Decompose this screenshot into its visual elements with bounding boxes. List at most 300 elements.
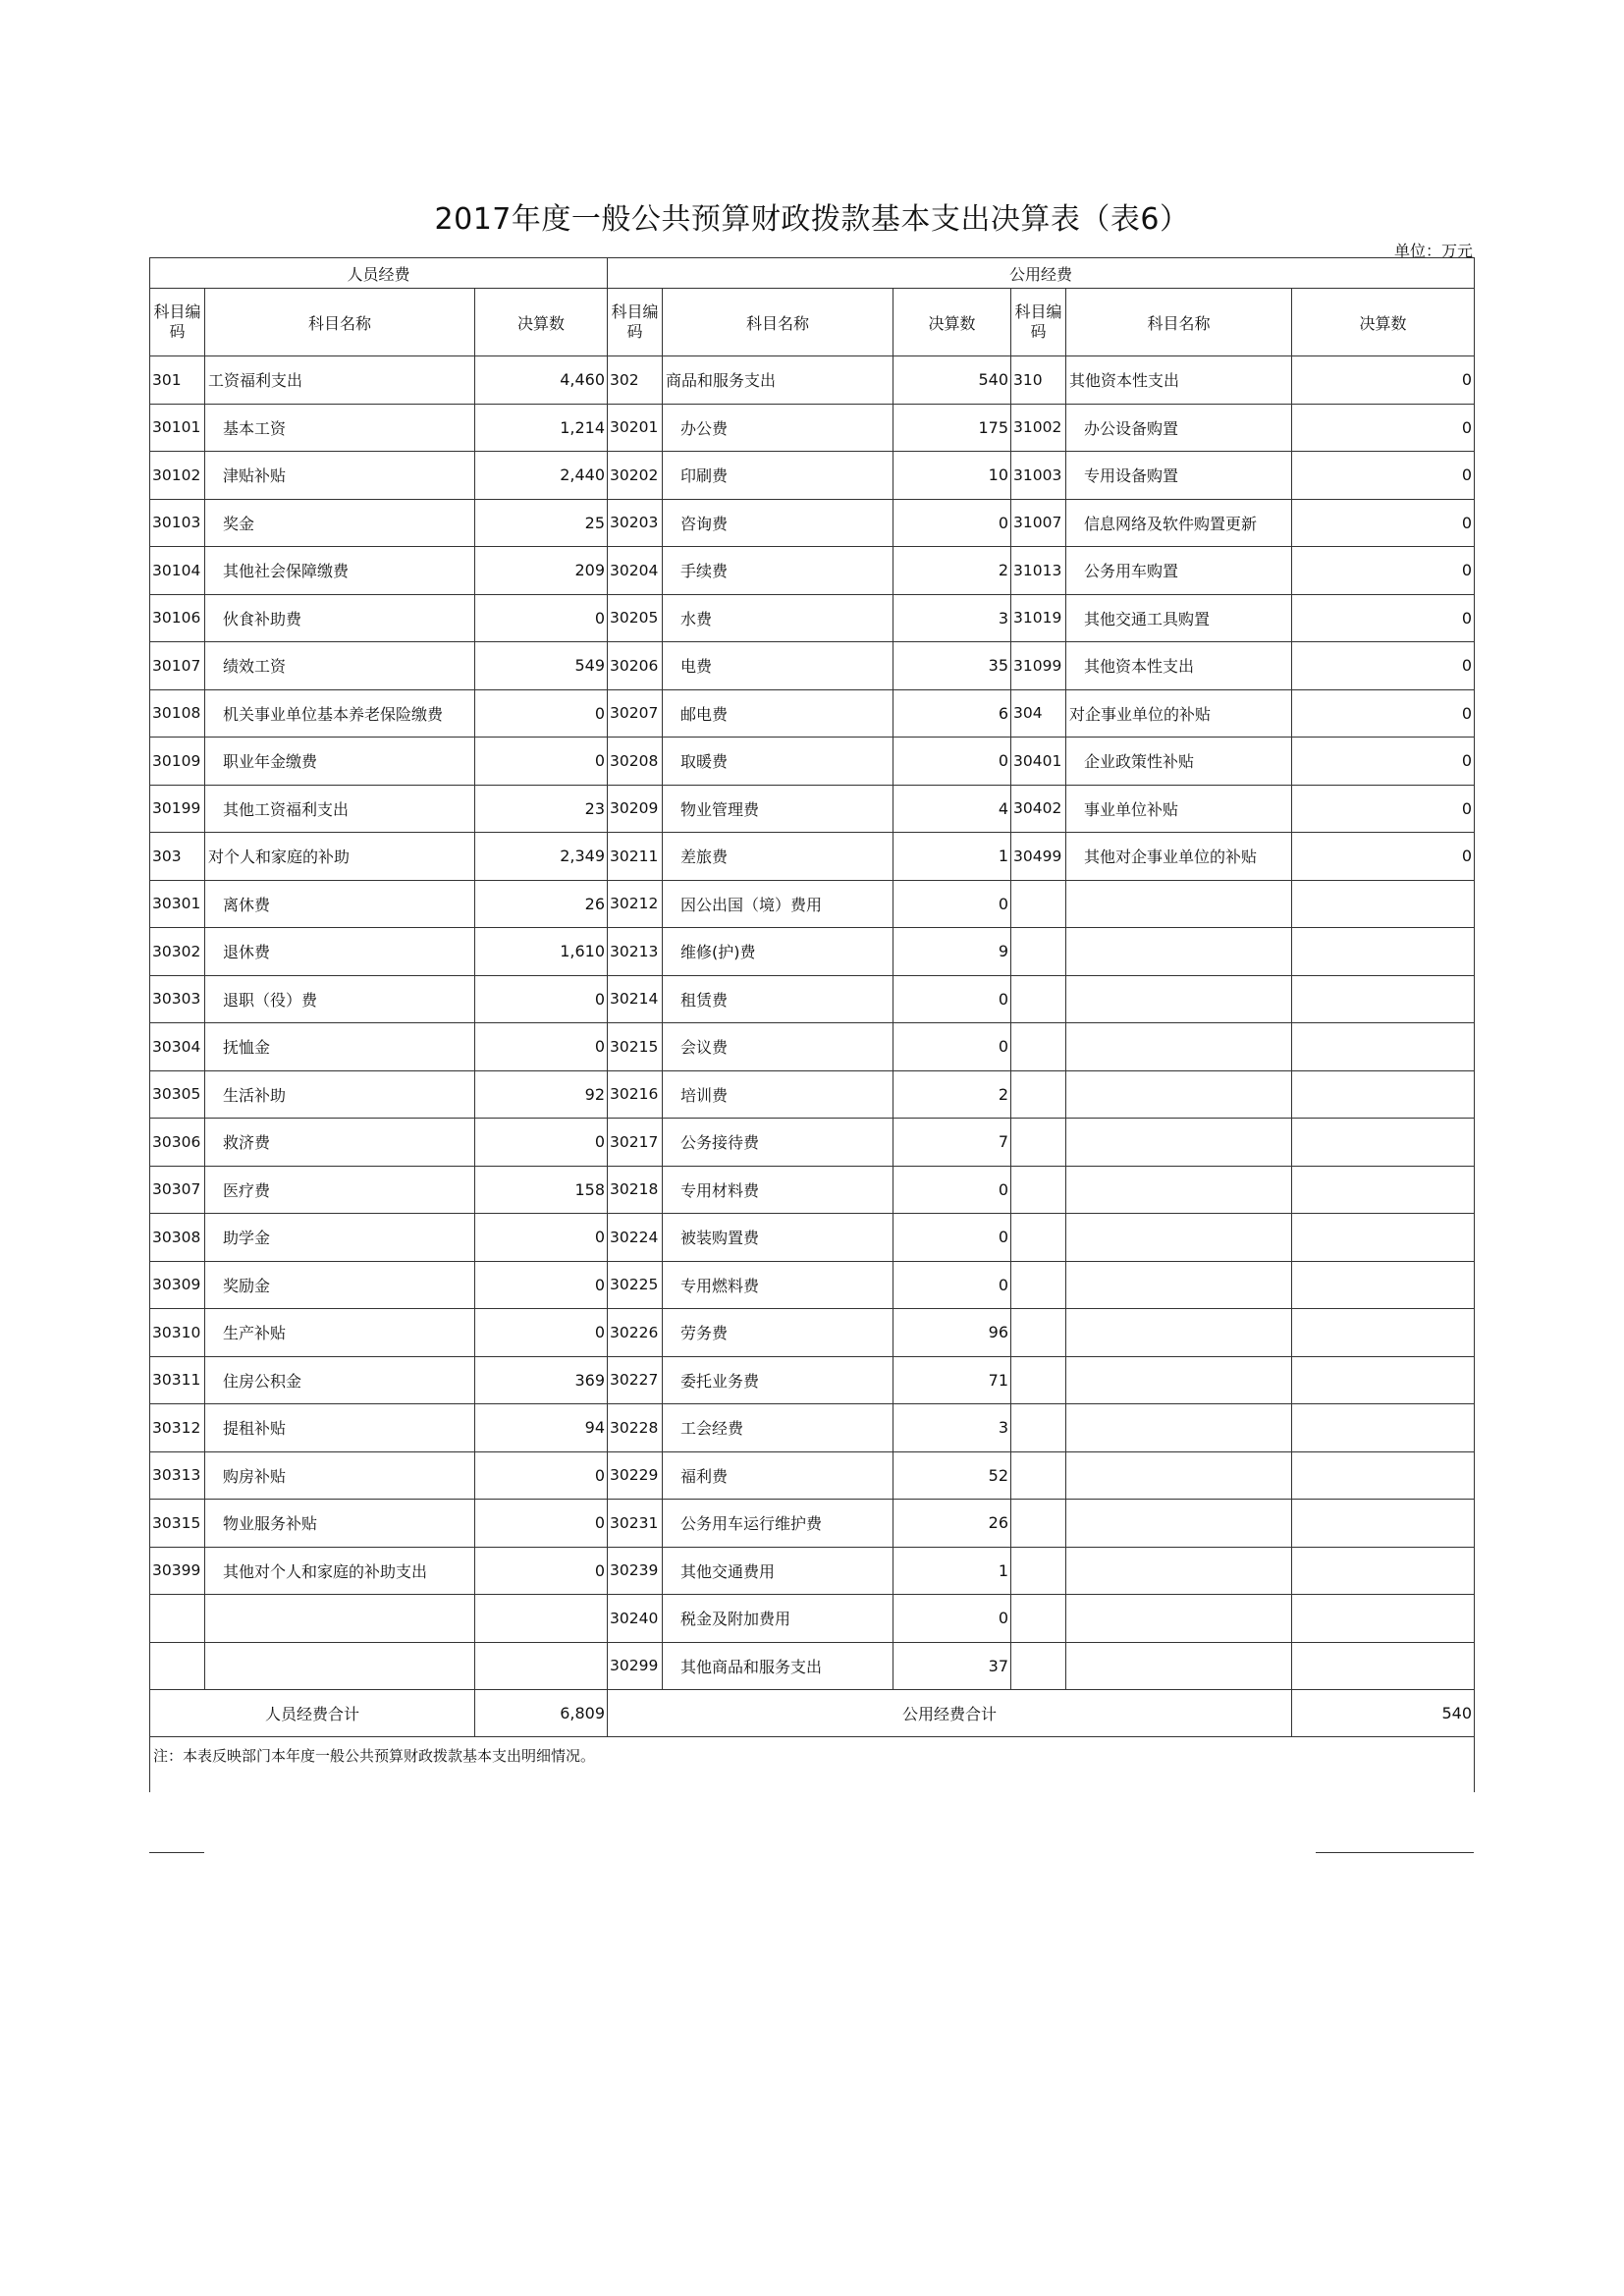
capital-code	[1011, 1642, 1066, 1690]
public-name: 公务用车运行维护费	[663, 1500, 893, 1548]
col-header-name: 科目名称	[1066, 289, 1292, 356]
personnel-code: 30305	[150, 1070, 205, 1119]
personnel-amount: 0	[475, 594, 608, 642]
capital-name	[1066, 928, 1292, 976]
capital-name	[1066, 1309, 1292, 1357]
capital-amount	[1292, 880, 1475, 928]
capital-amount: 0	[1292, 404, 1475, 452]
public-name: 专用燃料费	[663, 1261, 893, 1309]
capital-name	[1066, 1166, 1292, 1214]
public-code: 30240	[608, 1595, 663, 1643]
public-code: 30228	[608, 1404, 663, 1452]
capital-amount	[1292, 1119, 1475, 1167]
capital-code: 31007	[1011, 499, 1066, 547]
public-code: 30205	[608, 594, 663, 642]
public-name: 物业管理费	[663, 785, 893, 833]
personnel-amount: 0	[475, 1500, 608, 1548]
capital-name: 其他对企事业单位的补贴	[1066, 833, 1292, 881]
public-name: 其他交通费用	[663, 1547, 893, 1595]
personnel-name: 退职（役）费	[205, 975, 475, 1023]
table-row	[150, 1451, 1475, 1500]
public-name: 福利费	[663, 1451, 893, 1500]
personnel-code: 30308	[150, 1214, 205, 1262]
capital-name	[1066, 975, 1292, 1023]
personnel-total-label: 人员经费合计	[150, 1690, 475, 1737]
capital-name	[1066, 880, 1292, 928]
public-code: 30214	[608, 975, 663, 1023]
capital-amount	[1292, 1023, 1475, 1071]
capital-code	[1011, 975, 1066, 1023]
personnel-total-value: 6,809	[475, 1690, 608, 1737]
public-amount: 7	[893, 1119, 1011, 1167]
public-amount: 52	[893, 1451, 1011, 1500]
personnel-name: 助学金	[205, 1214, 475, 1262]
personnel-amount: 1,610	[475, 928, 608, 976]
capital-amount: 0	[1292, 833, 1475, 881]
public-amount: 0	[893, 1214, 1011, 1262]
personnel-code: 301	[150, 356, 205, 405]
personnel-amount: 0	[475, 1214, 608, 1262]
capital-amount: 0	[1292, 547, 1475, 595]
public-code: 30229	[608, 1451, 663, 1500]
footnote-divider-right	[1316, 1852, 1474, 1853]
public-name: 办公费	[663, 404, 893, 452]
capital-code: 310	[1011, 356, 1066, 405]
public-name: 印刷费	[663, 452, 893, 500]
capital-amount	[1292, 1356, 1475, 1404]
personnel-code	[150, 1642, 205, 1690]
capital-code	[1011, 1309, 1066, 1357]
expenditure-table	[149, 257, 1475, 1792]
table-row	[150, 1595, 1475, 1643]
personnel-name: 对个人和家庭的补助	[205, 833, 475, 881]
personnel-amount: 92	[475, 1070, 608, 1119]
capital-name	[1066, 1595, 1292, 1643]
capital-name: 专用设备购置	[1066, 452, 1292, 500]
capital-code: 31003	[1011, 452, 1066, 500]
personnel-name: 抚恤金	[205, 1023, 475, 1071]
public-name: 因公出国（境）费用	[663, 880, 893, 928]
capital-name	[1066, 1642, 1292, 1690]
personnel-name: 退休费	[205, 928, 475, 976]
personnel-code: 30107	[150, 642, 205, 690]
public-amount: 0	[893, 1166, 1011, 1214]
personnel-amount: 2,440	[475, 452, 608, 500]
capital-code: 31099	[1011, 642, 1066, 690]
table-row	[150, 356, 1475, 405]
public-code: 30202	[608, 452, 663, 500]
capital-name: 其他资本性支出	[1066, 356, 1292, 405]
capital-amount	[1292, 1214, 1475, 1262]
personnel-code: 30101	[150, 404, 205, 452]
col-header-amount: 决算数	[893, 289, 1011, 356]
public-name: 税金及附加费用	[663, 1595, 893, 1643]
personnel-code: 30109	[150, 738, 205, 786]
personnel-name: 购房补贴	[205, 1451, 475, 1500]
capital-name: 企业政策性补贴	[1066, 738, 1292, 786]
capital-name: 信息网络及软件购置更新	[1066, 499, 1292, 547]
personnel-code: 30108	[150, 689, 205, 738]
table-row	[150, 833, 1475, 881]
capital-amount	[1292, 1309, 1475, 1357]
personnel-amount: 23	[475, 785, 608, 833]
table-row	[150, 1500, 1475, 1548]
public-code: 30231	[608, 1500, 663, 1548]
personnel-name: 伙食补助费	[205, 594, 475, 642]
public-code: 30209	[608, 785, 663, 833]
public-name: 专用材料费	[663, 1166, 893, 1214]
footnote: 注：本表反映部门本年度一般公共预算财政拨款基本支出明细情况。	[150, 1737, 1475, 1793]
capital-code	[1011, 1451, 1066, 1500]
public-code: 30211	[608, 833, 663, 881]
capital-code	[1011, 928, 1066, 976]
personnel-amount: 549	[475, 642, 608, 690]
public-amount: 1	[893, 833, 1011, 881]
capital-code: 30402	[1011, 785, 1066, 833]
public-name: 委托业务费	[663, 1356, 893, 1404]
personnel-code: 30310	[150, 1309, 205, 1357]
capital-amount: 0	[1292, 452, 1475, 500]
capital-code	[1011, 1500, 1066, 1548]
personnel-name: 提租补贴	[205, 1404, 475, 1452]
capital-code: 30499	[1011, 833, 1066, 881]
public-amount: 71	[893, 1356, 1011, 1404]
personnel-amount: 2,349	[475, 833, 608, 881]
public-amount: 0	[893, 1261, 1011, 1309]
public-name: 电费	[663, 642, 893, 690]
personnel-amount: 0	[475, 1023, 608, 1071]
capital-amount	[1292, 1070, 1475, 1119]
personnel-amount: 25	[475, 499, 608, 547]
capital-amount: 0	[1292, 356, 1475, 405]
personnel-name: 生活补助	[205, 1070, 475, 1119]
personnel-name	[205, 1595, 475, 1643]
personnel-amount	[475, 1642, 608, 1690]
public-code: 30215	[608, 1023, 663, 1071]
table-row	[150, 689, 1475, 738]
personnel-amount: 158	[475, 1166, 608, 1214]
table-row	[150, 404, 1475, 452]
public-name: 租赁费	[663, 975, 893, 1023]
table-row	[150, 1404, 1475, 1452]
capital-name: 公务用车购置	[1066, 547, 1292, 595]
public-code: 30216	[608, 1070, 663, 1119]
public-amount: 26	[893, 1500, 1011, 1548]
personnel-name	[205, 1642, 475, 1690]
personnel-name: 离休费	[205, 880, 475, 928]
col-header-code: 科目编码	[1011, 289, 1066, 356]
col-header-amount: 决算数	[475, 289, 608, 356]
public-name: 维修(护)费	[663, 928, 893, 976]
table-row	[150, 1356, 1475, 1404]
table-row	[150, 1309, 1475, 1357]
group-header-personnel: 人员经费	[150, 258, 608, 289]
public-amount: 1	[893, 1547, 1011, 1595]
capital-amount	[1292, 928, 1475, 976]
capital-amount	[1292, 1547, 1475, 1595]
personnel-amount: 4,460	[475, 356, 608, 405]
public-code: 30226	[608, 1309, 663, 1357]
public-amount: 0	[893, 738, 1011, 786]
personnel-name: 其他工资福利支出	[205, 785, 475, 833]
personnel-amount: 94	[475, 1404, 608, 1452]
personnel-name: 工资福利支出	[205, 356, 475, 405]
public-code: 30217	[608, 1119, 663, 1167]
capital-amount	[1292, 1500, 1475, 1548]
capital-amount	[1292, 1404, 1475, 1452]
footnote-divider-left	[149, 1852, 204, 1853]
table-row	[150, 1119, 1475, 1167]
capital-name	[1066, 1404, 1292, 1452]
personnel-code: 30301	[150, 880, 205, 928]
public-code: 302	[608, 356, 663, 405]
capital-name: 事业单位补贴	[1066, 785, 1292, 833]
capital-name	[1066, 1500, 1292, 1548]
public-code: 30299	[608, 1642, 663, 1690]
capital-amount: 0	[1292, 689, 1475, 738]
personnel-code: 30102	[150, 452, 205, 500]
table-row	[150, 928, 1475, 976]
capital-name	[1066, 1451, 1292, 1500]
public-name: 被装购置费	[663, 1214, 893, 1262]
personnel-amount: 0	[475, 1261, 608, 1309]
table-row	[150, 547, 1475, 595]
totals-row	[150, 1690, 1475, 1737]
public-code: 30201	[608, 404, 663, 452]
personnel-code: 30104	[150, 547, 205, 595]
capital-amount: 0	[1292, 594, 1475, 642]
public-name: 邮电费	[663, 689, 893, 738]
public-name: 取暖费	[663, 738, 893, 786]
table-row	[150, 1023, 1475, 1071]
capital-name: 其他资本性支出	[1066, 642, 1292, 690]
public-amount: 9	[893, 928, 1011, 976]
capital-amount	[1292, 1595, 1475, 1643]
table-row	[150, 499, 1475, 547]
capital-code: 304	[1011, 689, 1066, 738]
public-code: 30227	[608, 1356, 663, 1404]
personnel-name: 医疗费	[205, 1166, 475, 1214]
personnel-name: 基本工资	[205, 404, 475, 452]
personnel-code: 30312	[150, 1404, 205, 1452]
personnel-name: 其他对个人和家庭的补助支出	[205, 1547, 475, 1595]
unit-label: 单位：万元	[1393, 242, 1473, 260]
capital-code: 30401	[1011, 738, 1066, 786]
public-code: 30213	[608, 928, 663, 976]
public-code: 30212	[608, 880, 663, 928]
personnel-amount: 0	[475, 738, 608, 786]
capital-amount: 0	[1292, 738, 1475, 786]
personnel-name: 津贴补贴	[205, 452, 475, 500]
personnel-code: 30309	[150, 1261, 205, 1309]
capital-code	[1011, 1070, 1066, 1119]
capital-code	[1011, 1404, 1066, 1452]
public-name: 商品和服务支出	[663, 356, 893, 405]
table-row	[150, 1261, 1475, 1309]
col-header-name: 科目名称	[205, 289, 475, 356]
table-row	[150, 1070, 1475, 1119]
public-amount: 0	[893, 499, 1011, 547]
public-amount: 4	[893, 785, 1011, 833]
personnel-code: 30306	[150, 1119, 205, 1167]
personnel-name: 机关事业单位基本养老保险缴费	[205, 689, 475, 738]
public-amount: 0	[893, 880, 1011, 928]
capital-name: 其他交通工具购置	[1066, 594, 1292, 642]
capital-amount	[1292, 1166, 1475, 1214]
table-body	[150, 356, 1475, 1690]
personnel-code: 30311	[150, 1356, 205, 1404]
public-name: 水费	[663, 594, 893, 642]
capital-code	[1011, 880, 1066, 928]
public-name: 培训费	[663, 1070, 893, 1119]
table-row	[150, 1547, 1475, 1595]
public-name: 会议费	[663, 1023, 893, 1071]
public-name: 咨询费	[663, 499, 893, 547]
public-amount: 2	[893, 1070, 1011, 1119]
capital-name	[1066, 1023, 1292, 1071]
personnel-amount: 0	[475, 1451, 608, 1500]
personnel-amount: 0	[475, 689, 608, 738]
public-amount: 0	[893, 1595, 1011, 1643]
table-row	[150, 1166, 1475, 1214]
capital-code: 31002	[1011, 404, 1066, 452]
table-row	[150, 452, 1475, 500]
public-code: 30218	[608, 1166, 663, 1214]
page-title: 2017年度一般公共预算财政拨款基本支出决算表（表6）	[434, 202, 1190, 237]
capital-code	[1011, 1214, 1066, 1262]
capital-name: 办公设备购置	[1066, 404, 1292, 452]
personnel-amount: 26	[475, 880, 608, 928]
capital-name	[1066, 1356, 1292, 1404]
public-amount: 10	[893, 452, 1011, 500]
personnel-name: 生产补贴	[205, 1309, 475, 1357]
personnel-amount: 209	[475, 547, 608, 595]
capital-code: 31019	[1011, 594, 1066, 642]
personnel-code: 30103	[150, 499, 205, 547]
capital-name: 对企事业单位的补贴	[1066, 689, 1292, 738]
public-code: 30203	[608, 499, 663, 547]
public-name: 手续费	[663, 547, 893, 595]
personnel-code: 30106	[150, 594, 205, 642]
personnel-code: 30199	[150, 785, 205, 833]
public-code: 30239	[608, 1547, 663, 1595]
public-amount: 540	[893, 356, 1011, 405]
public-code: 30208	[608, 738, 663, 786]
capital-code	[1011, 1166, 1066, 1214]
capital-amount	[1292, 975, 1475, 1023]
personnel-amount	[475, 1595, 608, 1643]
public-amount: 35	[893, 642, 1011, 690]
public-name: 工会经费	[663, 1404, 893, 1452]
personnel-code: 30302	[150, 928, 205, 976]
capital-code	[1011, 1547, 1066, 1595]
personnel-code: 30303	[150, 975, 205, 1023]
col-header-name: 科目名称	[663, 289, 893, 356]
capital-name	[1066, 1119, 1292, 1167]
capital-name	[1066, 1261, 1292, 1309]
personnel-amount: 1,214	[475, 404, 608, 452]
capital-amount: 0	[1292, 499, 1475, 547]
table-row	[150, 880, 1475, 928]
personnel-name: 救济费	[205, 1119, 475, 1167]
personnel-name: 住房公积金	[205, 1356, 475, 1404]
capital-amount	[1292, 1642, 1475, 1690]
personnel-code: 30307	[150, 1166, 205, 1214]
public-code: 30204	[608, 547, 663, 595]
personnel-amount: 369	[475, 1356, 608, 1404]
capital-code	[1011, 1261, 1066, 1309]
public-amount: 2	[893, 547, 1011, 595]
col-header-amount: 决算数	[1292, 289, 1475, 356]
table-row	[150, 1642, 1475, 1690]
personnel-name: 绩效工资	[205, 642, 475, 690]
personnel-name: 奖金	[205, 499, 475, 547]
public-amount: 37	[893, 1642, 1011, 1690]
personnel-amount: 0	[475, 1309, 608, 1357]
public-amount: 0	[893, 1023, 1011, 1071]
table-row	[150, 594, 1475, 642]
personnel-amount: 0	[475, 975, 608, 1023]
public-amount: 3	[893, 594, 1011, 642]
personnel-name: 奖励金	[205, 1261, 475, 1309]
public-name: 差旅费	[663, 833, 893, 881]
public-total-value: 540	[1292, 1690, 1475, 1737]
personnel-code: 30304	[150, 1023, 205, 1071]
personnel-code: 30315	[150, 1500, 205, 1548]
public-total-label: 公用经费合计	[608, 1690, 1292, 1737]
col-header-code: 科目编码	[150, 289, 205, 356]
public-code: 30206	[608, 642, 663, 690]
public-code: 30207	[608, 689, 663, 738]
personnel-code	[150, 1595, 205, 1643]
capital-code: 31013	[1011, 547, 1066, 595]
table-row	[150, 642, 1475, 690]
public-code: 30224	[608, 1214, 663, 1262]
table-row	[150, 1214, 1475, 1262]
public-amount: 0	[893, 975, 1011, 1023]
public-name: 公务接待费	[663, 1119, 893, 1167]
personnel-amount: 0	[475, 1547, 608, 1595]
capital-amount: 0	[1292, 642, 1475, 690]
public-amount: 6	[893, 689, 1011, 738]
personnel-amount: 0	[475, 1119, 608, 1167]
capital-code	[1011, 1356, 1066, 1404]
personnel-name: 职业年金缴费	[205, 738, 475, 786]
public-name: 劳务费	[663, 1309, 893, 1357]
table-row	[150, 975, 1475, 1023]
capital-name	[1066, 1214, 1292, 1262]
col-header-code: 科目编码	[608, 289, 663, 356]
personnel-code: 30313	[150, 1451, 205, 1500]
personnel-name: 物业服务补贴	[205, 1500, 475, 1548]
public-amount: 96	[893, 1309, 1011, 1357]
capital-amount: 0	[1292, 785, 1475, 833]
capital-amount	[1292, 1451, 1475, 1500]
capital-code	[1011, 1595, 1066, 1643]
table-row	[150, 738, 1475, 786]
capital-amount	[1292, 1261, 1475, 1309]
capital-name	[1066, 1547, 1292, 1595]
personnel-name: 其他社会保障缴费	[205, 547, 475, 595]
capital-name	[1066, 1070, 1292, 1119]
personnel-code: 30399	[150, 1547, 205, 1595]
table-row	[150, 785, 1475, 833]
capital-code	[1011, 1119, 1066, 1167]
personnel-code: 303	[150, 833, 205, 881]
capital-code	[1011, 1023, 1066, 1071]
group-header-public: 公用经费	[608, 258, 1475, 289]
public-amount: 3	[893, 1404, 1011, 1452]
